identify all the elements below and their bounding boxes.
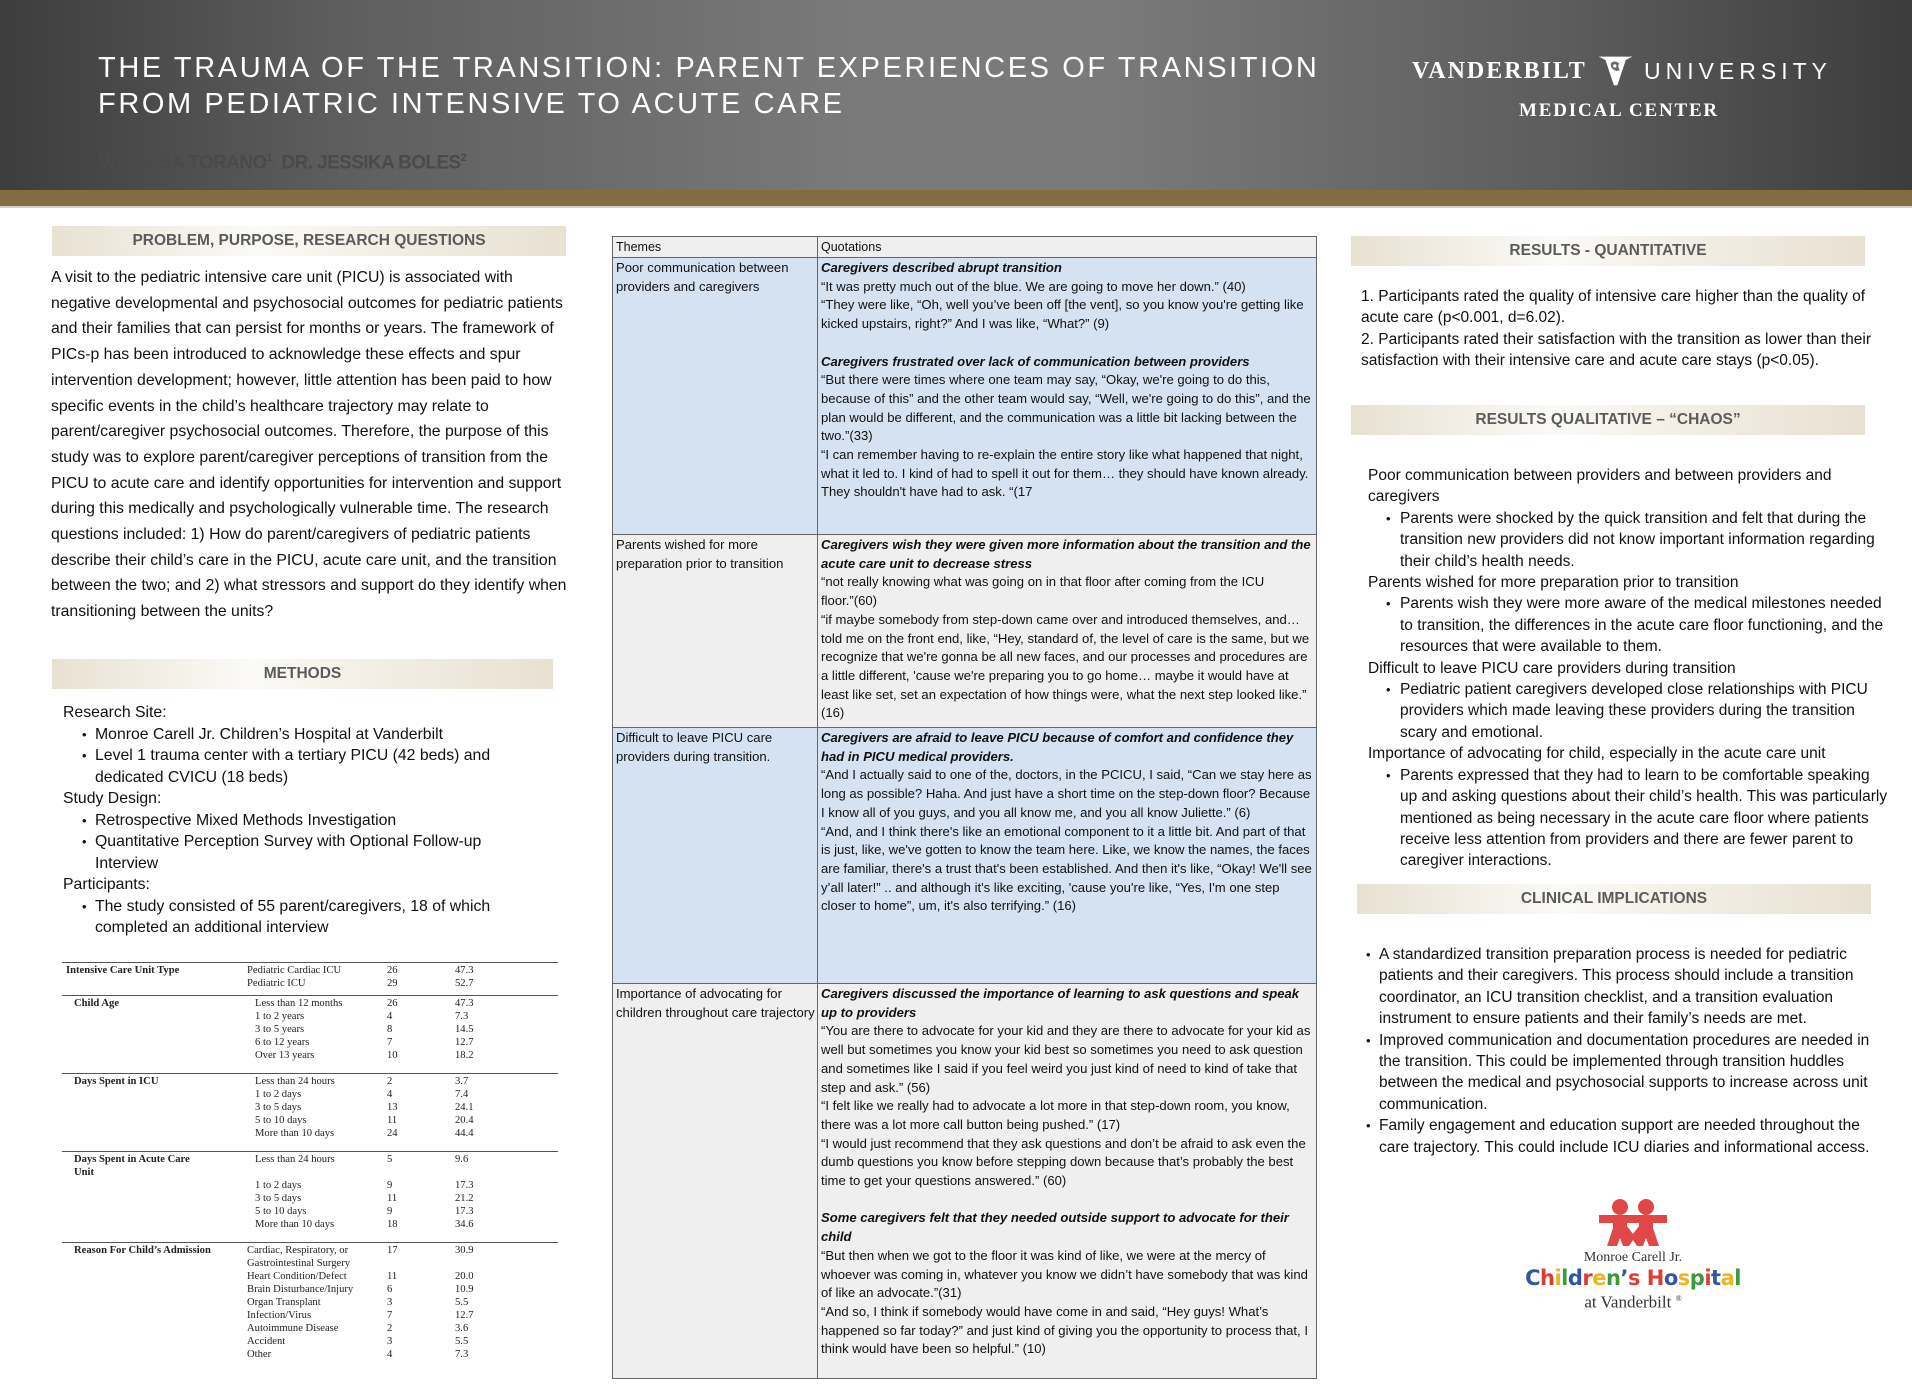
- demographics-label: Brain Disturbance/Injury: [247, 1284, 354, 1295]
- quotations-cell: [818, 984, 1317, 1379]
- demographics-n: 4: [387, 1349, 393, 1360]
- logo-letter: h: [1539, 1266, 1555, 1290]
- results-quantitative-text: [1361, 286, 1881, 371]
- demographics-pct: 12.7: [455, 1310, 474, 1321]
- demographics-pct: 47.3: [455, 998, 474, 1009]
- demographics-n: 13: [387, 1102, 398, 1113]
- vanderbilt-v-oak-icon: [1597, 52, 1634, 90]
- demographics-pct: 18.2: [455, 1050, 474, 1061]
- demographics-pct: 12.7: [455, 1037, 474, 1048]
- demographics-label: 3 to 5 years: [255, 1024, 305, 1035]
- demographics-n: 11: [387, 1193, 398, 1204]
- demographics-n: 2: [387, 1323, 393, 1334]
- demographics-n: 4: [387, 1089, 393, 1100]
- logo-text-at-vanderbilt: [1513, 1290, 1753, 1312]
- demographics-n: 26: [387, 998, 398, 1009]
- demographics-group: [62, 1242, 558, 1361]
- section-heading-results-qualitative: RESULTS QUALITATIVE – “CHAOS”: [1351, 405, 1865, 435]
- demographics-label: 3 to 5 days: [255, 1193, 302, 1204]
- demographics-group: [62, 962, 558, 990]
- demographics-n: 11: [387, 1115, 398, 1126]
- demographics-n: 11: [387, 1271, 398, 1282]
- demographics-n: 18: [387, 1219, 398, 1230]
- demographics-pct: 9.6: [455, 1154, 469, 1165]
- demographics-pct: 10.9: [455, 1284, 474, 1295]
- subtheme-heading: Caregivers described abrupt transition: [821, 260, 1062, 275]
- demographics-n: 4: [387, 1011, 393, 1022]
- logo-letter: e: [1592, 1266, 1606, 1290]
- demographics-label: Infection/Virus: [247, 1310, 312, 1321]
- demographics-n: 5: [387, 1154, 393, 1165]
- logo-text-vanderbilt: VANDERBILT: [1412, 57, 1587, 84]
- clinical-implications-list: [1363, 944, 1883, 1158]
- demographics-row: [62, 977, 558, 990]
- demographics-n: 2: [387, 1076, 393, 1087]
- demographics-label: Other: [247, 1349, 272, 1360]
- demographics-group: [62, 1151, 558, 1231]
- methods-label: Research Site:: [63, 704, 167, 721]
- theme-cell: Importance of advocating for children throughout care trajectory: [613, 984, 818, 1379]
- result-item: 1. Participants rated the quality of intensive care higher than the quality of acute care (p<0.001, d=6.02).: [1361, 288, 1866, 327]
- clinical-implication: • A standardized transition preparation process is needed for pediatric patients and their caregivers. This process should include a transition coordinator, an ICU transition checklist, and a transition evaluation instrument to ensure patients and their family’s needs are met.: [1379, 944, 1883, 1030]
- demographics-category-cont: Unit: [74, 1167, 95, 1178]
- demographics-n: 9: [387, 1206, 393, 1217]
- demographics-label: More than 10 days: [255, 1219, 335, 1230]
- methods-item: • Monroe Carell Jr. Children’s Hospital at Vanderbilt: [95, 724, 563, 746]
- qualitative-bullets: [1368, 679, 1888, 743]
- qualitative-bullet: • Parents wish they were more aware of the medical milestones needed to transition, the differences in the acute care floor functioning, and the resources that were available to them.: [1400, 593, 1888, 657]
- demographics-label: Less than 12 months: [255, 998, 343, 1009]
- logo-letter: r: [1582, 1266, 1593, 1290]
- methods-list: [63, 724, 563, 789]
- logo-letter: o: [1663, 1266, 1678, 1290]
- subtheme-heading: Some caregivers felt that they needed outside support to advocate for their child: [821, 1210, 1289, 1245]
- demographics-label-cont: Gastrointestinal Surgery: [247, 1258, 351, 1269]
- qualitative-bullets: [1368, 593, 1888, 657]
- demographics-label: 5 to 10 days: [255, 1206, 307, 1217]
- table-row: [613, 535, 1317, 728]
- demographics-label: Organ Transplant: [247, 1297, 321, 1308]
- demographics-n: 9: [387, 1180, 393, 1191]
- demographics-label: Less than 24 hours: [255, 1076, 335, 1087]
- logo-letter: ’: [1620, 1266, 1628, 1290]
- quotations-cell: [818, 728, 1317, 984]
- demographics-pct: 24.1: [455, 1102, 474, 1113]
- demographics-pct: 17.3: [455, 1206, 474, 1217]
- quotation: “I can remember having to re-explain the entire story like what happened that night, what it led to. I kind of had to spell it out for them… they should have known already. They shouldn't have had to ask. “(17: [821, 447, 1309, 500]
- theme-cell: Difficult to leave PICU care providers during transition.: [613, 728, 818, 984]
- quotation: “not really knowing what was going on in that floor after coming from the ICU floor.”(60): [821, 574, 1265, 609]
- demographics-pct: 7.3: [455, 1349, 469, 1360]
- demographics-group: [62, 995, 558, 1062]
- demographics-category: Days Spent in ICU: [74, 1076, 159, 1087]
- demographics-pct: 34.6: [455, 1219, 474, 1230]
- demographics-pct: 30.9: [455, 1245, 474, 1256]
- demographics-label: 6 to 12 years: [255, 1037, 310, 1048]
- demographics-label: Less than 24 hours: [255, 1154, 335, 1165]
- logo-letter: i: [1704, 1266, 1712, 1290]
- demographics-pct: 7.3: [455, 1011, 469, 1022]
- header-divider: [0, 206, 1912, 208]
- demographics-pct: 5.5: [455, 1297, 469, 1308]
- demographics-group: [62, 1073, 558, 1140]
- demographics-label: Accident: [247, 1336, 286, 1347]
- demographics-label: Pediatric Cardiac ICU: [247, 965, 342, 976]
- demographics-pct: 52.7: [455, 978, 474, 989]
- demographics-category: Days Spent in Acute Care: [74, 1154, 190, 1165]
- table-row: [613, 258, 1317, 535]
- title-line-1: THE TRAUMA OF THE TRANSITION: PARENT EXPERIENCES OF TRANSITION: [98, 52, 1320, 84]
- logo-letter: l: [1734, 1266, 1741, 1290]
- logo-letter: C: [1525, 1266, 1540, 1290]
- demographics-pct: 20.0: [455, 1271, 474, 1282]
- registered-mark: ®: [1675, 1294, 1682, 1303]
- qualitative-theme: Difficult to leave PICU care providers during transition: [1368, 659, 1736, 677]
- subtheme-heading: Caregivers discussed the importance of learning to ask questions and speak up to providers: [821, 986, 1300, 1020]
- demographics-pct: 47.3: [455, 965, 474, 976]
- demographics-n: 24: [387, 1128, 398, 1139]
- methods-content: [63, 702, 563, 939]
- logo-text-university: UNIVERSITY: [1643, 57, 1832, 84]
- theme-cell: Poor communication between providers and caregivers: [613, 258, 818, 535]
- demographics-label: More than 10 days: [255, 1128, 335, 1139]
- demographics-n: 6: [387, 1284, 393, 1295]
- qualitative-bullet: • Pediatric patient caregivers developed close relationships with PICU providers which made leaving these providers during the transition scary and emotional.: [1400, 679, 1888, 743]
- quotation: “I would just recommend that they ask questions and don’t be afraid to ask even the dumb questions you know before stepping down because that’s probably the best time to get your questions answered.” (60): [821, 1135, 1306, 1189]
- quotation: “if maybe somebody from step-down came over and introduced themselves, and… told me on the front end, like, “Hey, standard of, the level of care is the same, but we recognize that we're gonna be all new faces, and our processes and procedures are a little different, 'cause we're preparing you to go home… maybe it would have at least like set, set an expectation of how things were, what the next step looked like.” (16): [821, 611, 1310, 721]
- qualitative-bullets: [1368, 508, 1888, 572]
- subtheme-heading: Caregivers frustrated over lack of communication between providers: [821, 353, 1250, 369]
- quotations-cell: [818, 535, 1317, 728]
- logo-letter: l: [1561, 1266, 1568, 1290]
- demographics-label: 1 to 2 days: [255, 1089, 302, 1100]
- methods-list: [63, 810, 563, 875]
- logo-letter: d: [1567, 1266, 1583, 1290]
- header-gold-bar: [0, 190, 1912, 206]
- demographics-label: Autoimmune Disease: [247, 1323, 339, 1334]
- column-header-quotations: Quotations: [818, 237, 1317, 258]
- demographics-category: Intensive Care Unit Type: [66, 965, 180, 976]
- clinical-implication: • Family engagement and education support are needed throughout the care trajectory. This could include ICU diaries and informational access.: [1379, 1115, 1883, 1158]
- demographics-n: 3: [387, 1336, 393, 1347]
- methods-item: • Level 1 trauma center with a tertiary PICU (42 beds) and dedicated CVICU (18 beds): [95, 745, 563, 788]
- result-item: 2. Participants rated their satisfaction with the transition as lower than their satisfaction with their intensive care and acute care stays (p<0.05).: [1361, 330, 1872, 369]
- logo-text-medical-center: MEDICAL CENTER: [1519, 100, 1719, 121]
- qualitative-theme: Importance of advocating for child, especially in the acute care unit: [1368, 745, 1826, 763]
- qualitative-theme: Poor communication between providers and between providers and caregivers: [1368, 467, 1832, 506]
- subtheme-heading: Caregivers are afraid to leave PICU because of comfort and confidence they had in PICU medical providers.: [821, 730, 1294, 764]
- demographics-label: Pediatric ICU: [247, 978, 306, 989]
- demographics-label: 5 to 10 days: [255, 1115, 307, 1126]
- demographics-n: 26: [387, 965, 398, 976]
- demographics-n: 17: [387, 1245, 398, 1256]
- logo-letter: a: [1720, 1266, 1735, 1290]
- methods-label: Participants:: [63, 876, 150, 893]
- table-row: [613, 728, 1317, 984]
- methods-item: • Retrospective Mixed Methods Investigation: [95, 810, 563, 832]
- section-heading-results-quantitative: RESULTS - QUANTITATIVE: [1351, 236, 1865, 266]
- demographics-pct: 3.7: [455, 1076, 469, 1087]
- author-list: [98, 152, 466, 174]
- logo-text-childrens-hospital: [1513, 1266, 1753, 1290]
- column-header-themes: Themes: [613, 237, 818, 258]
- themes-quotations-table: [612, 236, 1317, 1379]
- demographics-label: 1 to 2 years: [255, 1011, 305, 1022]
- childrens-hospital-logo: [1513, 1198, 1753, 1318]
- table-header-row: [613, 237, 1317, 258]
- logo-letter: s: [1677, 1266, 1690, 1290]
- methods-label: Study Design:: [63, 790, 162, 807]
- demographics-category: Reason For Child’s Admission: [74, 1245, 211, 1256]
- methods-list: [63, 896, 563, 939]
- author-affiliation: 2: [460, 152, 467, 164]
- demographics-n: 29: [387, 978, 398, 989]
- demographics-pct: 44.4: [455, 1128, 474, 1139]
- title-line-2: FROM PEDIATRIC INTENSIVE TO ACUTE CARE: [98, 88, 845, 120]
- logo-letter: n: [1606, 1266, 1621, 1290]
- vanderbilt-logo: [1412, 52, 1832, 132]
- quotation: “It was pretty much out of the blue. We are going to move her down.” (40): [821, 278, 1246, 294]
- logo-letter: [1640, 1266, 1647, 1290]
- demographics-label: 3 to 5 days: [255, 1102, 302, 1113]
- demographics-pct: 3.6: [455, 1323, 469, 1334]
- demographics-pct: 7.4: [455, 1089, 469, 1100]
- demographics-table: [62, 962, 558, 1361]
- quotation: “I felt like we really had to advocate a lot more in that step-down room, you know, there was a lot more call button being pushed.” (17): [821, 1098, 1290, 1132]
- demographics-label: Cardiac, Respiratory, or: [247, 1245, 349, 1256]
- methods-item: • Quantitative Perception Survey with Optional Follow-up Interview: [95, 831, 563, 874]
- demographics-pct: 5.5: [455, 1336, 469, 1347]
- theme-cell: Parents wished for more preparation prior to transition: [613, 535, 818, 728]
- demographics-pct: 21.2: [455, 1193, 474, 1204]
- section-heading-clinical-implications: CLINICAL IMPLICATIONS: [1357, 884, 1871, 914]
- quotations-cell: [818, 258, 1317, 535]
- demographics-n: 8: [387, 1024, 393, 1035]
- demographics-n: 7: [387, 1310, 393, 1321]
- author-name: DR. JESSIKA BOLES: [281, 152, 461, 174]
- demographics-row: [62, 964, 558, 977]
- subtheme-heading: Caregivers wish they were given more information about the transition and the acute care unit to decrease stress: [821, 537, 1311, 571]
- demographics-n: 10: [387, 1050, 398, 1061]
- quotation: “And, and I think there's like an emotional component to it a little bit. And part of that is just, like, we've gotten to know the team here. Like, we know the names, the faces are familiar, there's a trust that's been established. And then it's like, “Okay! We'll see y’all later!” .. and although it's like exciting, 'cause you're like, “Yes, I'm one step closer to home”, um, it's also terrifying.” (16): [821, 823, 1312, 914]
- qualitative-bullet: • Parents were shocked by the quick transition and felt that during the transition new providers did not know important information regarding their child’s health needs.: [1400, 508, 1888, 572]
- clinical-implication: • Improved communication and documentation procedures are needed in the transition. This could be implemented through transition huddles between the medical and psychosocial supports to increase across unit communication.: [1379, 1030, 1883, 1116]
- quotation: “And so, I think if somebody would have come in and said, “Hey guys! What’s happened so far today?” and just kind of giving you the opportunity to process that, I think would have been so helpful.” (10): [821, 1303, 1308, 1357]
- demographics-n: 7: [387, 1037, 393, 1048]
- logo-text-at-vanderbilt-label: at Vanderbilt: [1584, 1292, 1672, 1312]
- quotation: “But there were times where one team may say, “Okay, we're going to do this, because of this” and the other team would say, “Well, we're going to do this”, and the plan would be different, and the communication was a little bit lacking between the two.”(33): [821, 372, 1311, 444]
- clinical-implications-content: [1363, 944, 1883, 1158]
- qualitative-bullet: • Parents expressed that they had to learn to be comfortable speaking up and asking questions about their child’s health. This was particularly mentioned as being necessary in the acute care floor where patients receive less attention from providers and there are fewer parent to caregiver interactions.: [1400, 765, 1888, 872]
- logo-letter: p: [1689, 1266, 1705, 1290]
- quotation: “And I actually said to one of the, doctors, in the PCICU, I said, “Can we stay here as long as possible? Haha. And just have a short time on the step-down floor? Because I know all of you guys, and you all know me, and you all know Juliette.” (6): [821, 767, 1312, 820]
- demographics-label: Heart Condition/Defect: [247, 1271, 347, 1282]
- quotation: “They were like, “Oh, well you’ve been off [the vent], so you know you're getting like kicked upstairs, right?” And I was like, “What?” (9): [821, 297, 1304, 332]
- demographics-label: 1 to 2 days: [255, 1180, 302, 1191]
- section-heading-methods: METHODS: [52, 659, 553, 689]
- logo-letter: i: [1554, 1266, 1562, 1290]
- qualitative-bullets: [1368, 765, 1888, 872]
- demographics-label: Over 13 years: [255, 1050, 315, 1061]
- author-name: VANESSA TORANO: [98, 152, 267, 174]
- logo-letter: t: [1711, 1266, 1721, 1290]
- problem-text: A visit to the pediatric intensive care unit (PICU) is associated with negative developmental and psychosocial outcomes for pediatric patients and their families that can persist for months or years. The framework of PICs-p has been introduced to acknowledge these effects and spur intervention development; however, little attention has been paid to how specific events in the child’s healthcare trajectory may relate to parent/caregiver psychosocial outcomes. Therefore, the purpose of this study was to explore parent/caregiver perceptions of transition from the PICU to acute care and identify opportunities for intervention and support during this medically and psychologically vulnerable time. The research questions included: 1) How do parent/caregivers of pediatric patients describe their child’s care in the PICU, acute care unit, and the transition between the two; and 2) what stressors and support do they identify when transitioning between the units?: [51, 269, 567, 621]
- poster-header: [0, 0, 1912, 190]
- demographics-pct: 14.5: [455, 1024, 474, 1035]
- poster-title: [98, 50, 1348, 122]
- demographics-pct: 17.3: [455, 1180, 474, 1191]
- results-qualitative-content: [1368, 465, 1888, 872]
- demographics-category: Child Age: [74, 998, 120, 1009]
- logo-text-monroe-carell: Monroe Carell Jr.: [1583, 1250, 1683, 1265]
- section-heading-problem: PROBLEM, PURPOSE, RESEARCH QUESTIONS: [52, 226, 566, 256]
- paper-dolls-icon: [1593, 1198, 1673, 1248]
- logo-letter: H: [1646, 1266, 1664, 1290]
- demographics-n: 3: [387, 1297, 393, 1308]
- table-row: [613, 984, 1317, 1379]
- methods-item: • The study consisted of 55 parent/caregivers, 18 of which completed an additional interview: [95, 896, 563, 939]
- demographics-pct: 20.4: [455, 1115, 474, 1126]
- qualitative-theme: Parents wished for more preparation prior to transition: [1368, 574, 1739, 592]
- author-affiliation: 1: [266, 152, 273, 164]
- logo-letter: s: [1627, 1266, 1640, 1290]
- quotation: “You are there to advocate for your kid and they are there to advocate for your kid as well but sometimes you know your kid best so sometimes you need to ask question and sometimes like I said if you feel weird you just kind of need to kind of take that step and ask.” (56): [821, 1023, 1311, 1095]
- quotation: “But then when we got to the floor it was kind of like, we were at the mercy of whoever was coming in, whatever you know we didn’t have somebody that was kind of like an advocate.”(31): [821, 1247, 1308, 1301]
